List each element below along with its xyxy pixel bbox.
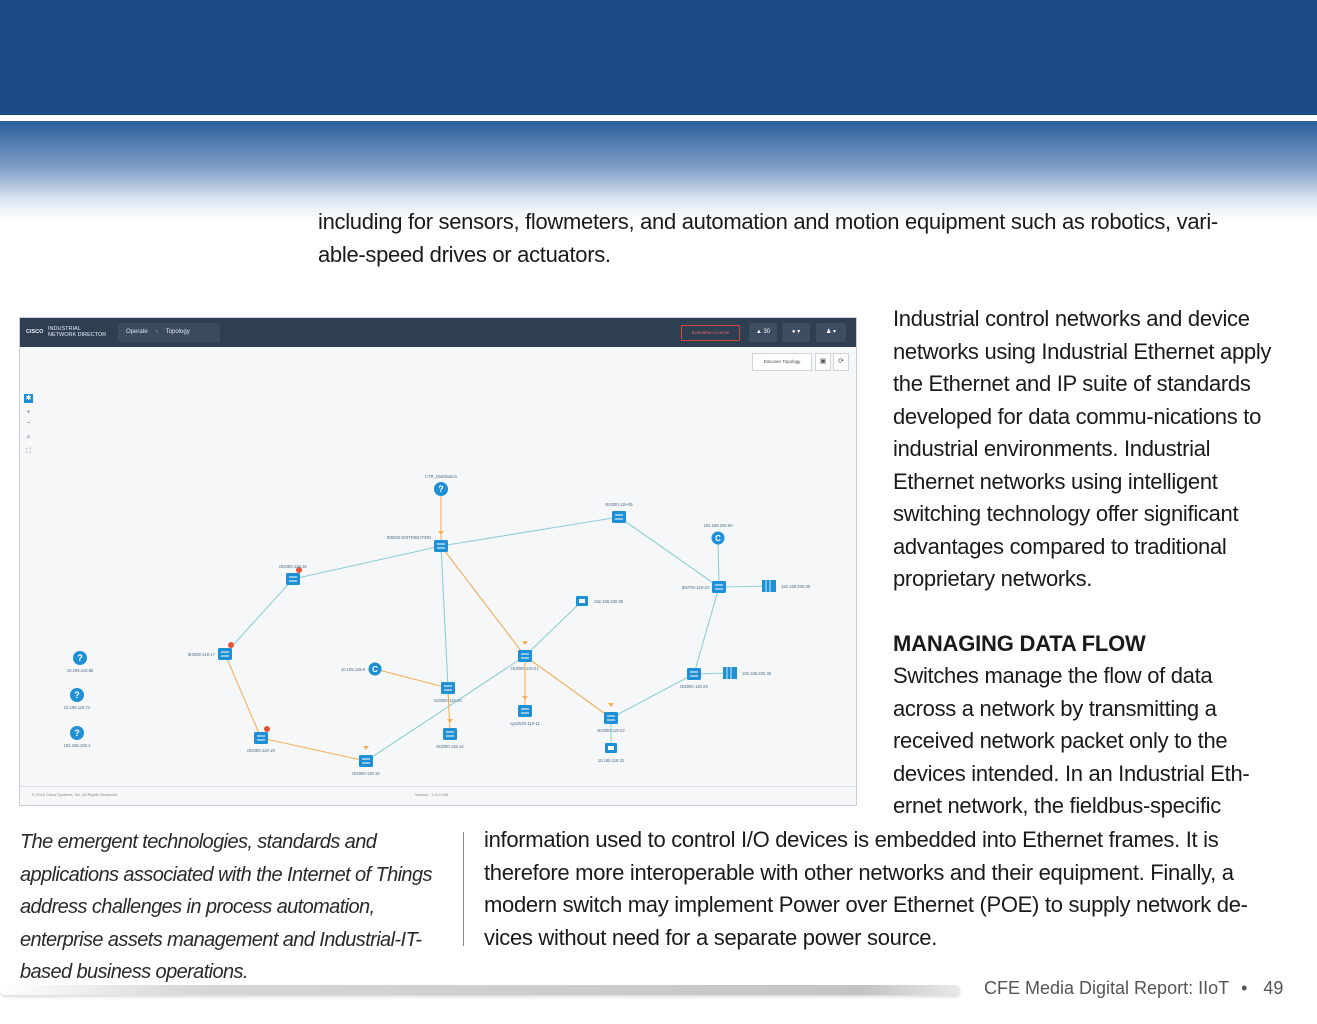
node-label: 192.168.200.80 — [594, 599, 624, 604]
copyright-text: © 2016 Cisco Systems, Inc. All Rights Reserved. — [32, 792, 119, 797]
topology-graph[interactable] — [20, 318, 856, 805]
topology-node[interactable] — [247, 726, 275, 753]
right-paragraph-2: Switches manage the flow of data across a network by transmitting a received network packet only to the devices intended. In an Industrial Eth-ernet network, the fieldbus-specific — [893, 663, 1250, 818]
brand-line1: INDUSTRIAL — [48, 326, 81, 332]
topology-link — [441, 546, 525, 656]
bell-icon: ▲ — [755, 329, 762, 335]
zoom-out-icon[interactable]: − — [26, 420, 31, 427]
page-footer — [984, 978, 1283, 999]
topology-node[interactable] — [279, 564, 307, 585]
figure-footer-divider — [20, 786, 856, 787]
fit-view-icon[interactable]: ⛶ — [26, 448, 31, 455]
node-label: cgs2520-119-11 — [510, 721, 540, 726]
figure-caption: The emergent technologies, standards and applications associated with the Internet of Things address challenges in process automation, enterprise assets management and Industrial-IT-based business operations. — [20, 831, 432, 983]
save-icon[interactable]: ▣ — [815, 353, 831, 371]
node-label: IE3000-119-21 — [511, 666, 539, 671]
svg-text:?: ? — [438, 484, 444, 494]
topology-node[interactable] — [723, 667, 772, 679]
user-icon: ♟ ▾ — [825, 329, 837, 335]
svg-text:C: C — [715, 534, 721, 543]
node-label: IE4000-119-22 — [597, 728, 625, 733]
node-label: 192.168.200.35 — [742, 671, 772, 676]
topology-screenshot — [19, 317, 857, 806]
help-icon: ● ▾ — [791, 329, 801, 335]
layout-icon[interactable]: ✱ — [25, 395, 32, 402]
cisco-logo: CISCO — [26, 329, 44, 335]
chevron-right-icon: › — [155, 329, 158, 335]
topology-node[interactable] — [67, 651, 94, 673]
zoom-in-icon[interactable]: + — [26, 409, 31, 416]
node-label: 192.168.200.60 — [703, 523, 733, 528]
bullet-icon: • — [1241, 978, 1248, 998]
node-label: 10.195.119.71 — [63, 705, 91, 710]
node-label: IE3000-119-14 — [436, 744, 464, 749]
node-label: IE5000-DISTRIBUTION — [386, 535, 431, 540]
node-label: IE3000-119-23 — [680, 684, 708, 689]
right-column — [893, 303, 1273, 823]
svg-text:?: ? — [77, 653, 83, 663]
node-label: IE5700-119-24 — [681, 585, 709, 590]
discover-topology-button[interactable]: Discover Topology — [752, 353, 812, 371]
svg-text:?: ? — [74, 728, 80, 738]
node-label: 10.195.119.9 — [340, 667, 365, 672]
breadcrumb-operate[interactable]: Operate — [126, 329, 148, 335]
page-number: 49 — [1263, 978, 1284, 998]
node-label: IE2000-119-19 — [247, 748, 275, 753]
topology-link — [694, 587, 719, 674]
topology-link — [448, 688, 450, 734]
topology-node[interactable] — [598, 743, 625, 763]
svg-text:C: C — [372, 665, 378, 674]
node-label: CTR_Distribution — [425, 474, 457, 479]
alerts-count: 30 — [763, 329, 771, 335]
topology-link — [441, 517, 619, 546]
footer-bar — [0, 985, 960, 995]
topology-node[interactable] — [597, 703, 625, 733]
svg-text:?: ? — [74, 690, 80, 700]
topology-node[interactable] — [576, 596, 624, 606]
topology-node[interactable] — [703, 523, 733, 545]
topology-link — [225, 579, 293, 654]
search-icon[interactable]: ⌕ — [26, 434, 31, 441]
topology-node[interactable] — [425, 474, 458, 496]
node-label: 192.168.100.1 — [63, 743, 91, 748]
topology-link — [441, 546, 448, 688]
topology-node[interactable] — [682, 581, 726, 593]
caption-divider — [463, 832, 464, 946]
header-band — [0, 0, 1317, 115]
intro-paragraph: including for sensors, flowmeters, and automation and motion equipment such as robotics, vari-able-speed drives or actuators. — [318, 209, 1218, 267]
breadcrumb-topology[interactable]: Topology — [165, 329, 190, 335]
right-paragraph: Industrial control networks and device networks using Industrial Ethernet apply the Ethernet and IP suite of standards developed for data commu-nications to industrial environments. Industrial Ethernet networks using intelligent switching technology offer significant advantages compared to traditional proprietary networks. — [893, 306, 1272, 591]
topology-link — [718, 538, 719, 587]
lower-paragraph: information used to control I/O devices is embedded into Ethernet frames. It is therefore more interoperable with other networks and their equipment. Finally, a modern switch may implement Power over Ethernet (POE) to supply network de-vices without need for a separate power source. — [484, 827, 1248, 950]
node-label: IE3000-119-17 — [187, 652, 215, 657]
topology-link — [719, 586, 769, 587]
topology-node[interactable] — [387, 531, 448, 552]
version-text: Version : 1.0.0.208 — [415, 792, 449, 797]
topology-node[interactable] — [436, 719, 464, 749]
topology-link — [225, 654, 261, 738]
topology-node[interactable] — [341, 663, 382, 676]
topology-link — [375, 669, 448, 688]
topology-link — [611, 674, 694, 718]
topology-node[interactable] — [64, 726, 91, 748]
evaluation-license-button[interactable]: Evaluation License — [681, 325, 740, 341]
topology-link — [293, 546, 441, 579]
topology-node[interactable] — [352, 746, 380, 776]
brand-line2: NETWORK DIRECTOR — [48, 332, 107, 338]
topology-node[interactable] — [64, 688, 91, 710]
topology-node[interactable] — [188, 642, 234, 660]
topology-link — [261, 738, 366, 761]
node-label: 10.195.118.85 — [66, 668, 94, 673]
topology-node[interactable] — [762, 580, 811, 592]
node-label: IE4000-119-05 — [605, 502, 633, 507]
node-label: 10.195.118.31 — [597, 758, 625, 763]
node-label: IE3000-119-20 — [434, 698, 462, 703]
node-label: IE3000-119-15 — [352, 771, 380, 776]
refresh-icon[interactable]: ⟳ — [833, 353, 849, 371]
topology-node[interactable] — [605, 502, 633, 523]
section-heading: MANAGING DATA FLOW — [893, 630, 1146, 656]
node-label: 192.168.200.30 — [781, 584, 811, 589]
node-label: IE2000-119-16 — [279, 564, 307, 569]
footer-publication: CFE Media Digital Report: IIoT — [984, 978, 1230, 998]
topology-link — [525, 601, 582, 656]
